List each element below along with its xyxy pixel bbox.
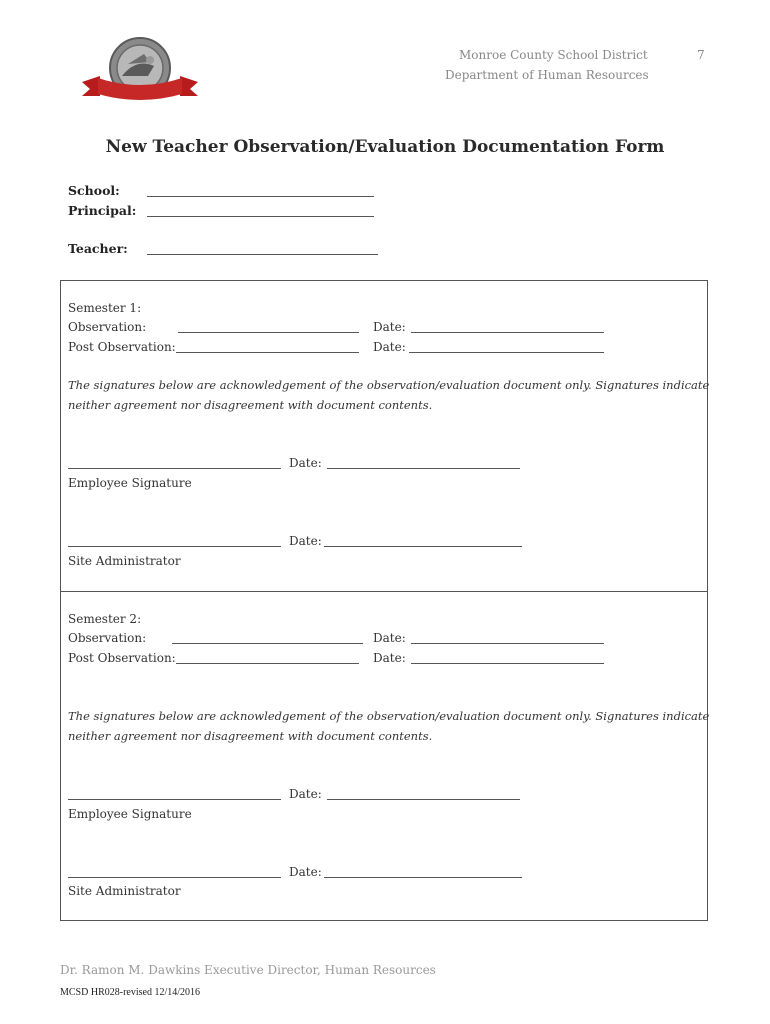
semester2-employee-date-label: Date:: [289, 787, 322, 801]
school-label: School:: [68, 183, 120, 198]
semester1-observation-date-field[interactable]: [411, 332, 604, 333]
teacher-label: Teacher:: [68, 241, 128, 256]
semester1-post-observation-label: Post Observation:: [68, 340, 176, 354]
semester1-observation-field[interactable]: [178, 332, 359, 333]
semester1-heading: Semester 1:: [68, 301, 142, 315]
semester1-employee-signature-label: Employee Signature: [68, 476, 192, 490]
semester2-notice-line2: neither agreement nor disagreement with document contents.: [68, 729, 433, 743]
semester2-admin-date-field[interactable]: [324, 877, 522, 878]
semester1-post-date-field[interactable]: [409, 352, 604, 353]
district-name: Monroe County School District: [459, 48, 648, 62]
semester1-notice-line2: neither agreement nor disagreement with document contents.: [68, 398, 433, 412]
semester1-employee-signature-field[interactable]: [68, 468, 281, 469]
semester1-observation-label: Observation:: [68, 320, 147, 334]
semester2-heading: Semester 2:: [68, 612, 142, 626]
semesters-box: [60, 280, 708, 921]
semester2-observation-date-field[interactable]: [411, 643, 604, 644]
semester2-post-observation-field[interactable]: [176, 663, 359, 664]
department-name: Department of Human Resources: [445, 68, 649, 82]
semester2-admin-signature-field[interactable]: [68, 877, 281, 878]
semester2-post-observation-label: Post Observation:: [68, 651, 176, 665]
district-seal-logo: [78, 36, 202, 106]
semester2-post-date-label: Date:: [373, 651, 406, 665]
semester1-employee-date-label: Date:: [289, 456, 322, 470]
semester1-site-administrator-label: Site Administrator: [68, 554, 181, 568]
semester2-observation-date-label: Date:: [373, 631, 406, 645]
semester2-site-administrator-label: Site Administrator: [68, 884, 181, 898]
semester1-post-date-label: Date:: [373, 340, 406, 354]
semester2-post-date-field[interactable]: [411, 663, 604, 664]
semester2-employee-date-field[interactable]: [327, 799, 520, 800]
semester1-admin-signature-field[interactable]: [68, 546, 281, 547]
semester1-notice-line1: The signatures below are acknowledgement of the observation/evaluation document only. Signatures indicate: [68, 378, 710, 392]
semester1-employee-date-field[interactable]: [327, 468, 520, 469]
principal-label: Principal:: [68, 203, 137, 218]
semester1-observation-date-label: Date:: [373, 320, 406, 334]
form-title: New Teacher Observation/Evaluation Documentation Form: [105, 137, 665, 157]
school-field[interactable]: [147, 196, 374, 197]
semester1-admin-date-label: Date:: [289, 534, 322, 548]
semester2-employee-signature-field[interactable]: [68, 799, 281, 800]
semester1-post-observation-field[interactable]: [176, 352, 359, 353]
semester-divider: [60, 591, 708, 592]
semester1-admin-date-field[interactable]: [324, 546, 522, 547]
teacher-field[interactable]: [147, 254, 378, 255]
semester2-employee-signature-label: Employee Signature: [68, 807, 192, 821]
footer-director: Dr. Ramon M. Dawkins Executive Director, Human Resources: [60, 963, 436, 977]
semester2-observation-field[interactable]: [172, 643, 363, 644]
footer-form-code: MCSD HR028-revised 12/14/2016: [60, 987, 200, 998]
semester2-admin-date-label: Date:: [289, 865, 322, 879]
page-number: 7: [697, 48, 705, 62]
semester2-observation-label: Observation:: [68, 631, 147, 645]
principal-field[interactable]: [147, 216, 374, 217]
semester2-notice-line1: The signatures below are acknowledgement of the observation/evaluation document only. Signatures indicate: [68, 709, 710, 723]
